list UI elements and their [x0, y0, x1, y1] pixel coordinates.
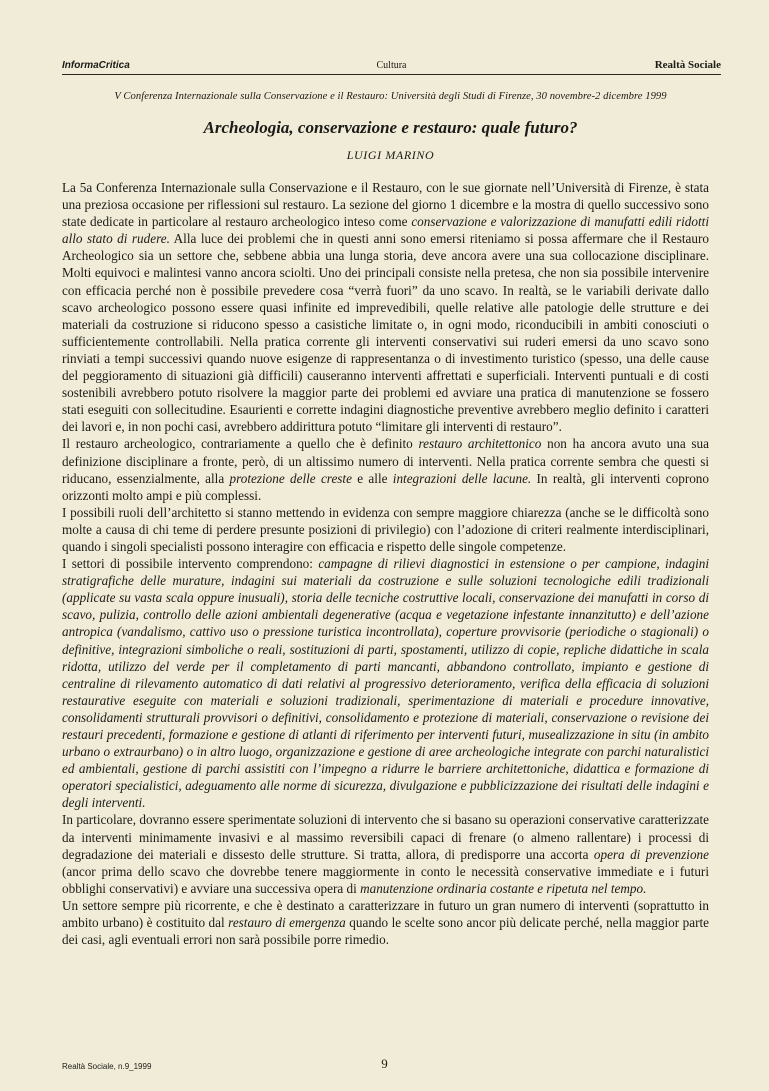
italic-text-run: conservazione e valorizzazione di manufatti edili ridotti allo stato di rudere. — [62, 214, 709, 247]
italic-text-run: campagne di rilievi diagnostici in estensione o per campione, indagini stratigrafiche delle murature, indagini sui materiali da costruzione e sulle soluzioni tecnologiche edili tradizionali (applicate su vasta scala oppure inusuali), storia delle tecniche costruttive locali, conservazione dei manufatti in corso di scavo, pulizia, controllo delle azioni ambientali degenerative (acqua e vegetazione infestante innanzitutto) e dell’azione antropica (vandalismo, cattivo uso o pressione turistica incontrollata), coperture provvisorie (periodiche o stagionali) o definitive, integrazioni simboliche o reali, sostituzioni di parti, spostamenti, utilizzo di copie, repliche didattiche in scala ridotta, utilizzo del verde per il completamento di parti mancanti, abbandono controllato, impianto e gestione di centraline di rilevamento automatico di dati relativi al progressivo deterioramento, verifica della efficacia di soluzioni restaurative eseguite con materiali e soluzioni tradizionali, sperimentazione di materiali e procedure innovative, consolidamenti strutturali provvisori o definitivi, consolidamento e protezione di materiali, conservazione o revisione dei restauri precedenti, formazione e gestione di atlanti di riferimento per interventi futuri, musealizzazione in situ (in ambito urbano o extraurbano) o in altro luogo, organizzazione e gestione di aree archeologiche integrate con parchi naturalistici ed ambientali, gestione di parchi assistiti con l’impegno a ridurre le barriere architettoniche, didattica e formazione di operatori specialistici, adeguamento alle norme di sicurezza, divulgazione e pubblicizzazione dei risultati delle indagini e degli interventi. — [62, 556, 709, 811]
text-run: I settori di possibile intervento comprendono: — [62, 556, 319, 572]
text-run: non ha ancora avuto una sua definizione disciplinare a fronte, però, di un altissimo numero di interventi. Nella pratica corrente sembra che questi si riducano, essenzialmente, alla — [62, 436, 709, 486]
text-run: (ancor prima dello scavo che dovrebbe tenere maggiormente in conto le necessità conservative immediate e i futuri obblighi conservativi) e avviare una successiva opera di — [62, 863, 709, 896]
page-number: 9 — [381, 1056, 388, 1071]
text-run: In realtà, gli interventi coprono orizzonti molto ampi e più complessi. — [62, 470, 709, 503]
text-run: quando le scelte sono ancor più delicate perché, nella maggior parte dei casi, agli eventuali errori non sarà possibile porre rimedio. — [62, 915, 709, 948]
italic-text-run: opera di prevenzione — [593, 846, 709, 862]
article-body — [62, 179, 709, 948]
text-run: e alle — [351, 470, 393, 486]
body-paragraph — [62, 897, 709, 948]
header-journal: Realtà Sociale — [654, 59, 721, 71]
text-run: In particolare, dovranno essere sperimentate soluzioni di intervento che si basano su operazioni conservative caratterizzate da interventi minimamente invasivi e al massimo reversibili capaci di frenare (o almeno rallentare) i processi di degradazione dei materiali e dissesto delle strutture. Si tratta, allora, di predisporre una accorta — [62, 812, 709, 862]
italic-text-run: restauro architettonico — [418, 436, 542, 452]
text-run: Il restauro archeologico, contrariamente a quello che è definito — [62, 436, 419, 452]
italic-text-run: manutenzione ordinaria costante e ripetuta nel tempo. — [360, 880, 647, 896]
italic-text-run: protezione delle creste — [229, 470, 352, 486]
text-run: Un settore sempre più ricorrente, e che è destinato a caratterizzare in futuro un gran numero di interventi (soprattutto in ambito urbano) è costituito dal — [62, 897, 709, 931]
body-paragraph — [62, 811, 709, 896]
article-author: LUIGI MARINO — [346, 148, 435, 162]
footer-issue: Realtà Sociale, n.9_1999 — [62, 1062, 152, 1071]
body-paragraph — [62, 504, 709, 555]
text-run: I possibili ruoli dell’architetto si stanno mettendo in evidenza con sempre maggiore chiarezza (anche se le difficoltà sono molte a causa di chi teme di perdere presunte posizioni di privilegio) con l’adozione di criteri realmente interdisciplinari, quando i singoli specialisti possono interagire con efficacia e rispetto delle singole competenze. — [62, 504, 709, 554]
italic-text-run: integrazioni delle lacune. — [392, 470, 532, 486]
header-publication: InformaCritica — [62, 60, 130, 71]
conference-line: V Conferenza Internazionale sulla Conservazione e il Restauro: Università degli Studi di Firenze, 30 novembre-2 dicembre 1999 — [114, 91, 667, 102]
article-title: Archeologia, conservazione e restauro: quale futuro? — [203, 118, 578, 137]
text-run: Alla luce dei problemi che in questi anni sono emersi riteniamo si possa affermare che il Restauro Archeologico sia un settore che, sebbene abbia una lunga storia, deve ancora avere una sua collocazione disciplinare. Molti equivoci e malintesi vanno ancora sciolti. Uno dei principali consiste nella pretesa, che non sia possibile intervenire con efficacia perché non è possibile prevedere cosa “verrà fuori” da uno scavo. In realtà, se le variabili derivate dallo scavo archeologico possono essere quasi infinite ed imprevedibili, quelle relative alle patologie delle strutture e dei materiali da costruzione si riducono spesso a casistiche limitate o, in ogni modo, riconducibili in ambiti conosciuti o sufficientemente controllabili. Nella pratica corrente gli interventi conservativi sui ruderi emersi da uno scavo sono rinviati a tempi successivi quando nuove esigenze di rappresentanza o di investimento turistico (spesso, una delle cause del peggioramento di situazioni già difficili) causeranno interventi affrettati e superficiali. Interventi puntuali e di costi sostenibili avrebbero potuto risolvere la maggior parte dei problemi ed avviare una pratica di manutenzione se fossero stati eseguiti con sollecitudine. Esaurienti e corrette indagini diagnostiche preventive avrebbero meglio definito i caratteri dei lavori e, in non pochi casi, avrebbero addirittura potuto “limitare gli interventi di restauro”. — [62, 231, 709, 435]
text-run: La 5a Conferenza Internazionale sulla Conservazione e il Restauro, con le sue giornate nell’Università di Firenze, è stata una preziosa occasione per riflessioni sul restauro. La sezione del giorno 1 dicembre e la mostra di quello successivo sono state dedicate in particolare al restauro archeologico inteso come — [62, 180, 709, 230]
italic-text-run: restauro di emergenza — [228, 915, 346, 931]
body-paragraph — [62, 555, 709, 811]
body-paragraph — [62, 435, 709, 503]
running-header — [62, 56, 721, 75]
header-section: Cultura — [376, 60, 407, 71]
body-paragraph — [62, 179, 709, 435]
